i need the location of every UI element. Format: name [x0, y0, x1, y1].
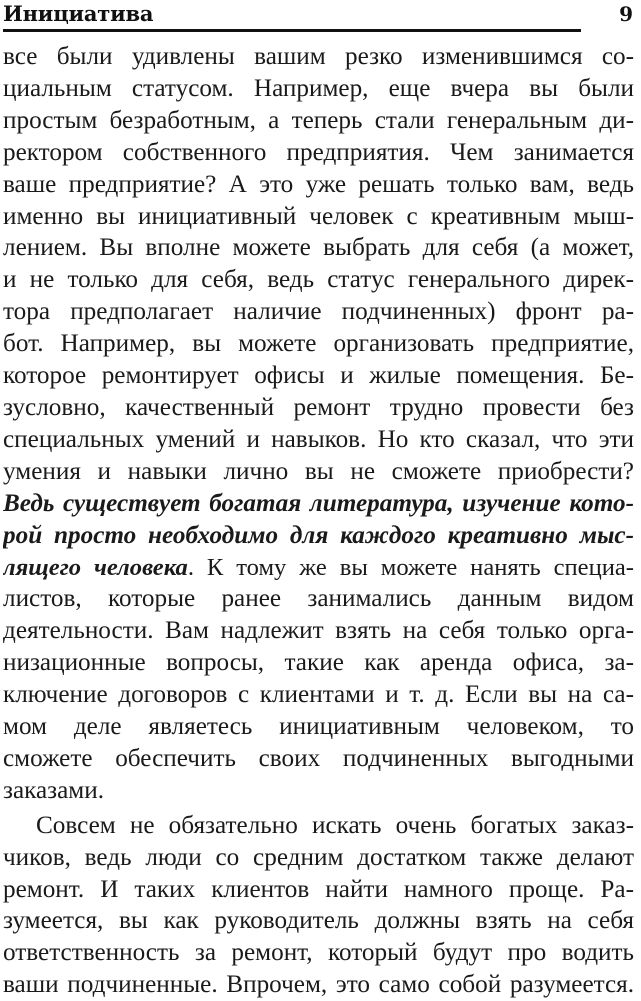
- text-line: и не только для себя, ведь статус генерального дирек-: [3, 266, 634, 294]
- text-line: тора предполагает наличие подчиненных) фронт ра-: [3, 298, 634, 326]
- text-run: . К тому же вы можете нанять специа-: [187, 553, 634, 581]
- text-line: низационные вопросы, такие как аренда офиса, за-: [3, 649, 634, 677]
- emphasized-text: лящего человека: [3, 553, 188, 581]
- text-line: простым безработным, а теперь стали генеральным ди-: [3, 106, 634, 134]
- text-line: которое ремонтирует офисы и жилые помещения. Бе-: [3, 362, 634, 390]
- text-line: ваше предприятие? А это уже решать только вам, ведь: [3, 170, 634, 198]
- text-line: деятельности. Вам надлежит взять на себя только орга-: [3, 617, 634, 645]
- text-line: именно вы инициативный человек с креативным мыш-: [3, 202, 634, 230]
- text-line: ключение договоров с клиентами и т. д. Если вы на са-: [3, 681, 634, 709]
- text-line: специальных умений и навыков. Но кто сказал, что эти: [3, 425, 634, 453]
- text-line: ремонт. И таких клиентов найти намного проще. Ра-: [3, 875, 634, 903]
- text-line: Совсем не обязательно искать очень богатых заказ-: [36, 811, 634, 839]
- text-line: ректором собственного предприятия. Чем занимается: [3, 138, 634, 166]
- text-line: мом деле являетесь инициативным человеком, то: [3, 713, 634, 741]
- text-line: заказами.: [3, 776, 105, 804]
- text-line: бот. Например, вы можете организовать предприятие,: [3, 330, 634, 358]
- text-line: все были удивлены вашим резко изменившимся со-: [3, 43, 634, 70]
- running-header: [3, 0, 633, 30]
- text-line: зусловно, качественный ремонт трудно провести без: [3, 393, 634, 421]
- page-number: 9: [619, 2, 633, 26]
- text-line: сможете обеспечить своих подчиненных выгодными: [3, 744, 634, 772]
- paragraph-1: [3, 41, 634, 807]
- emphasized-line: рой просто необходимо для каждого креативно мыс-: [3, 521, 634, 549]
- text-line: умения и навыки лично вы не сможете приобрести?: [3, 457, 634, 485]
- running-title: Инициатива: [3, 1, 154, 26]
- header-rule: [3, 29, 581, 32]
- text-line: зумеется, вы как руководитель должны взять на себя: [3, 907, 634, 935]
- text-line: чиков, ведь люди со средним достатком также делают: [3, 843, 634, 871]
- paragraph-2: [3, 810, 634, 1001]
- text-line: циальным статусом. Например, еще вчера вы были: [3, 74, 634, 102]
- text-line: ответственность за ремонт, который будут про водить: [3, 939, 634, 967]
- emphasized-line: Ведь существует богатая литература, изучение кото-: [3, 489, 634, 517]
- page-body: [3, 41, 634, 1001]
- mixed-line: [3, 552, 634, 584]
- text-line: листов, которые ранее занимались данным видом: [3, 585, 634, 613]
- text-line: лением. Вы вполне можете выбрать для себя (а может,: [3, 234, 634, 262]
- text-line: ваши подчиненные. Впрочем, это само собой разумеется.: [3, 971, 634, 999]
